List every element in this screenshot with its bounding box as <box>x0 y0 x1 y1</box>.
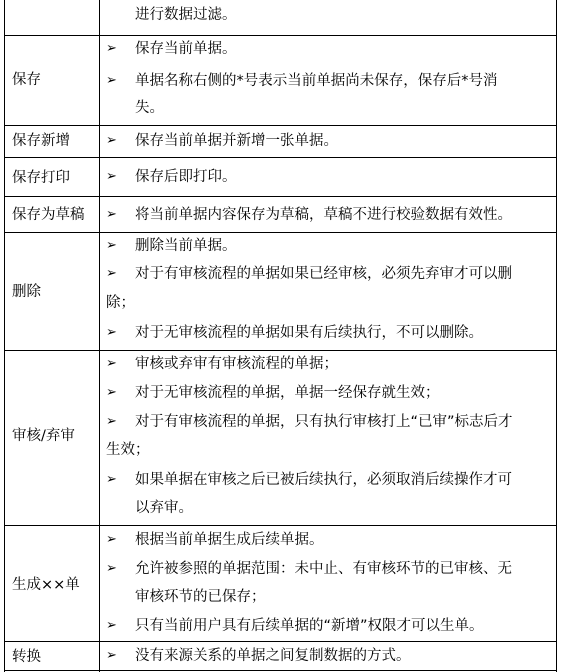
list-item-text: 对于无审核流程的单据，单据一经保存就生效； <box>135 385 440 401</box>
row-divider <box>4 525 557 526</box>
list-item-text: 将当前单据内容保存为草稿，草稿不进行校验数据有效性。 <box>135 207 512 223</box>
row-divider <box>4 125 557 126</box>
list-item-text: 单据名称右侧的*号表示当前单据尚未保存，保存后*号消 <box>135 73 498 89</box>
arrow-bullet-icon: ➢ <box>106 325 117 340</box>
row-label-generate: 生成××单 <box>12 577 80 593</box>
list-item-text: 删除当前单据。 <box>135 238 237 254</box>
row-label-save: 保存 <box>12 72 41 88</box>
list-item <box>106 233 554 259</box>
list-item <box>106 556 554 582</box>
list-item-text: 对于有审核流程的单据如果已经审核，必须先弃审才可以删 <box>135 266 512 282</box>
list-item <box>106 409 554 435</box>
arrow-bullet-icon: ➢ <box>106 532 117 547</box>
list-item <box>106 2 554 28</box>
arrow-bullet-icon: ➢ <box>106 648 117 663</box>
list-item-continuation <box>106 495 554 521</box>
arrow-bullet-icon: ➢ <box>106 266 117 281</box>
list-item-text: 进行数据过滤。 <box>135 7 237 23</box>
list-item-text: 保存当前单据。 <box>135 41 237 57</box>
list-item <box>106 164 554 190</box>
list-item-text: 审核或弃审有审核流程的单据； <box>135 356 338 372</box>
arrow-bullet-icon: ➢ <box>106 356 117 371</box>
list-item <box>106 261 554 287</box>
list-item <box>106 613 554 639</box>
list-item-text: 失。 <box>135 100 164 116</box>
list-item <box>106 36 554 62</box>
row-label-approve-unapprove: 审核/弃审 <box>12 428 75 444</box>
list-item-text: 对于无审核流程的单据如果有后续执行，不可以删除。 <box>135 325 483 341</box>
list-item <box>106 467 554 493</box>
list-item-text: 保存后即打印。 <box>135 169 237 185</box>
arrow-bullet-icon: ➢ <box>106 207 117 222</box>
arrow-bullet-icon: ➢ <box>106 618 117 633</box>
list-item <box>106 643 554 669</box>
arrow-bullet-icon: ➢ <box>106 385 117 400</box>
list-item-text: 允许被参照的单据范围：未中止、有审核环节的已审核、无 <box>135 561 512 577</box>
list-item-text: 如果单据在审核之后已被后续执行，必须取消后续操作才可 <box>135 472 512 488</box>
list-item-text: 以弃审。 <box>135 500 193 516</box>
table-right-border <box>556 0 557 672</box>
list-item-text: 没有来源关系的单据之间复制数据的方式。 <box>135 648 411 664</box>
list-item-continuation <box>106 95 554 121</box>
list-item <box>106 128 554 154</box>
row-divider <box>4 641 557 642</box>
list-item-text: 只有当前用户具有后续单据的“新增”权限才可以生单。 <box>135 618 484 634</box>
row-label-save-new: 保存新增 <box>12 133 70 149</box>
arrow-bullet-icon: ➢ <box>106 133 117 148</box>
arrow-bullet-icon: ➢ <box>106 472 117 487</box>
list-item-continuation <box>106 290 554 316</box>
list-item-text: 审核环节的已保存； <box>135 589 266 605</box>
list-item-continuation <box>106 584 554 610</box>
arrow-bullet-icon: ➢ <box>106 561 117 576</box>
list-item <box>106 202 554 228</box>
row-label-save-print: 保存打印 <box>12 170 70 186</box>
arrow-bullet-icon: ➢ <box>106 414 117 429</box>
list-item-text: 生效； <box>106 442 150 458</box>
list-item <box>106 380 554 406</box>
list-item-text: 对于有审核流程的单据，只有执行审核打上“已审”标志后才 <box>135 414 513 430</box>
list-item-text: 保存当前单据并新增一张单据。 <box>135 133 338 149</box>
arrow-bullet-icon: ➢ <box>106 73 117 88</box>
list-item-continuation <box>106 437 554 463</box>
list-item <box>106 68 554 94</box>
arrow-bullet-icon: ➢ <box>106 41 117 56</box>
list-item <box>106 527 554 553</box>
row-label-save-draft: 保存为草稿 <box>12 207 85 223</box>
list-item <box>106 320 554 346</box>
list-item-text: 除； <box>106 295 135 311</box>
arrow-bullet-icon: ➢ <box>106 169 117 184</box>
table-left-border <box>4 0 5 672</box>
list-item <box>106 351 554 377</box>
row-divider <box>4 157 557 158</box>
row-divider <box>4 196 557 197</box>
table-column-divider <box>99 0 100 672</box>
table-bottom-border <box>4 670 557 671</box>
arrow-bullet-icon: ➢ <box>106 238 117 253</box>
row-label-convert: 转换 <box>12 649 41 665</box>
list-item-text: 根据当前单据生成后续单据。 <box>135 532 324 548</box>
row-label-delete: 删除 <box>12 284 41 300</box>
